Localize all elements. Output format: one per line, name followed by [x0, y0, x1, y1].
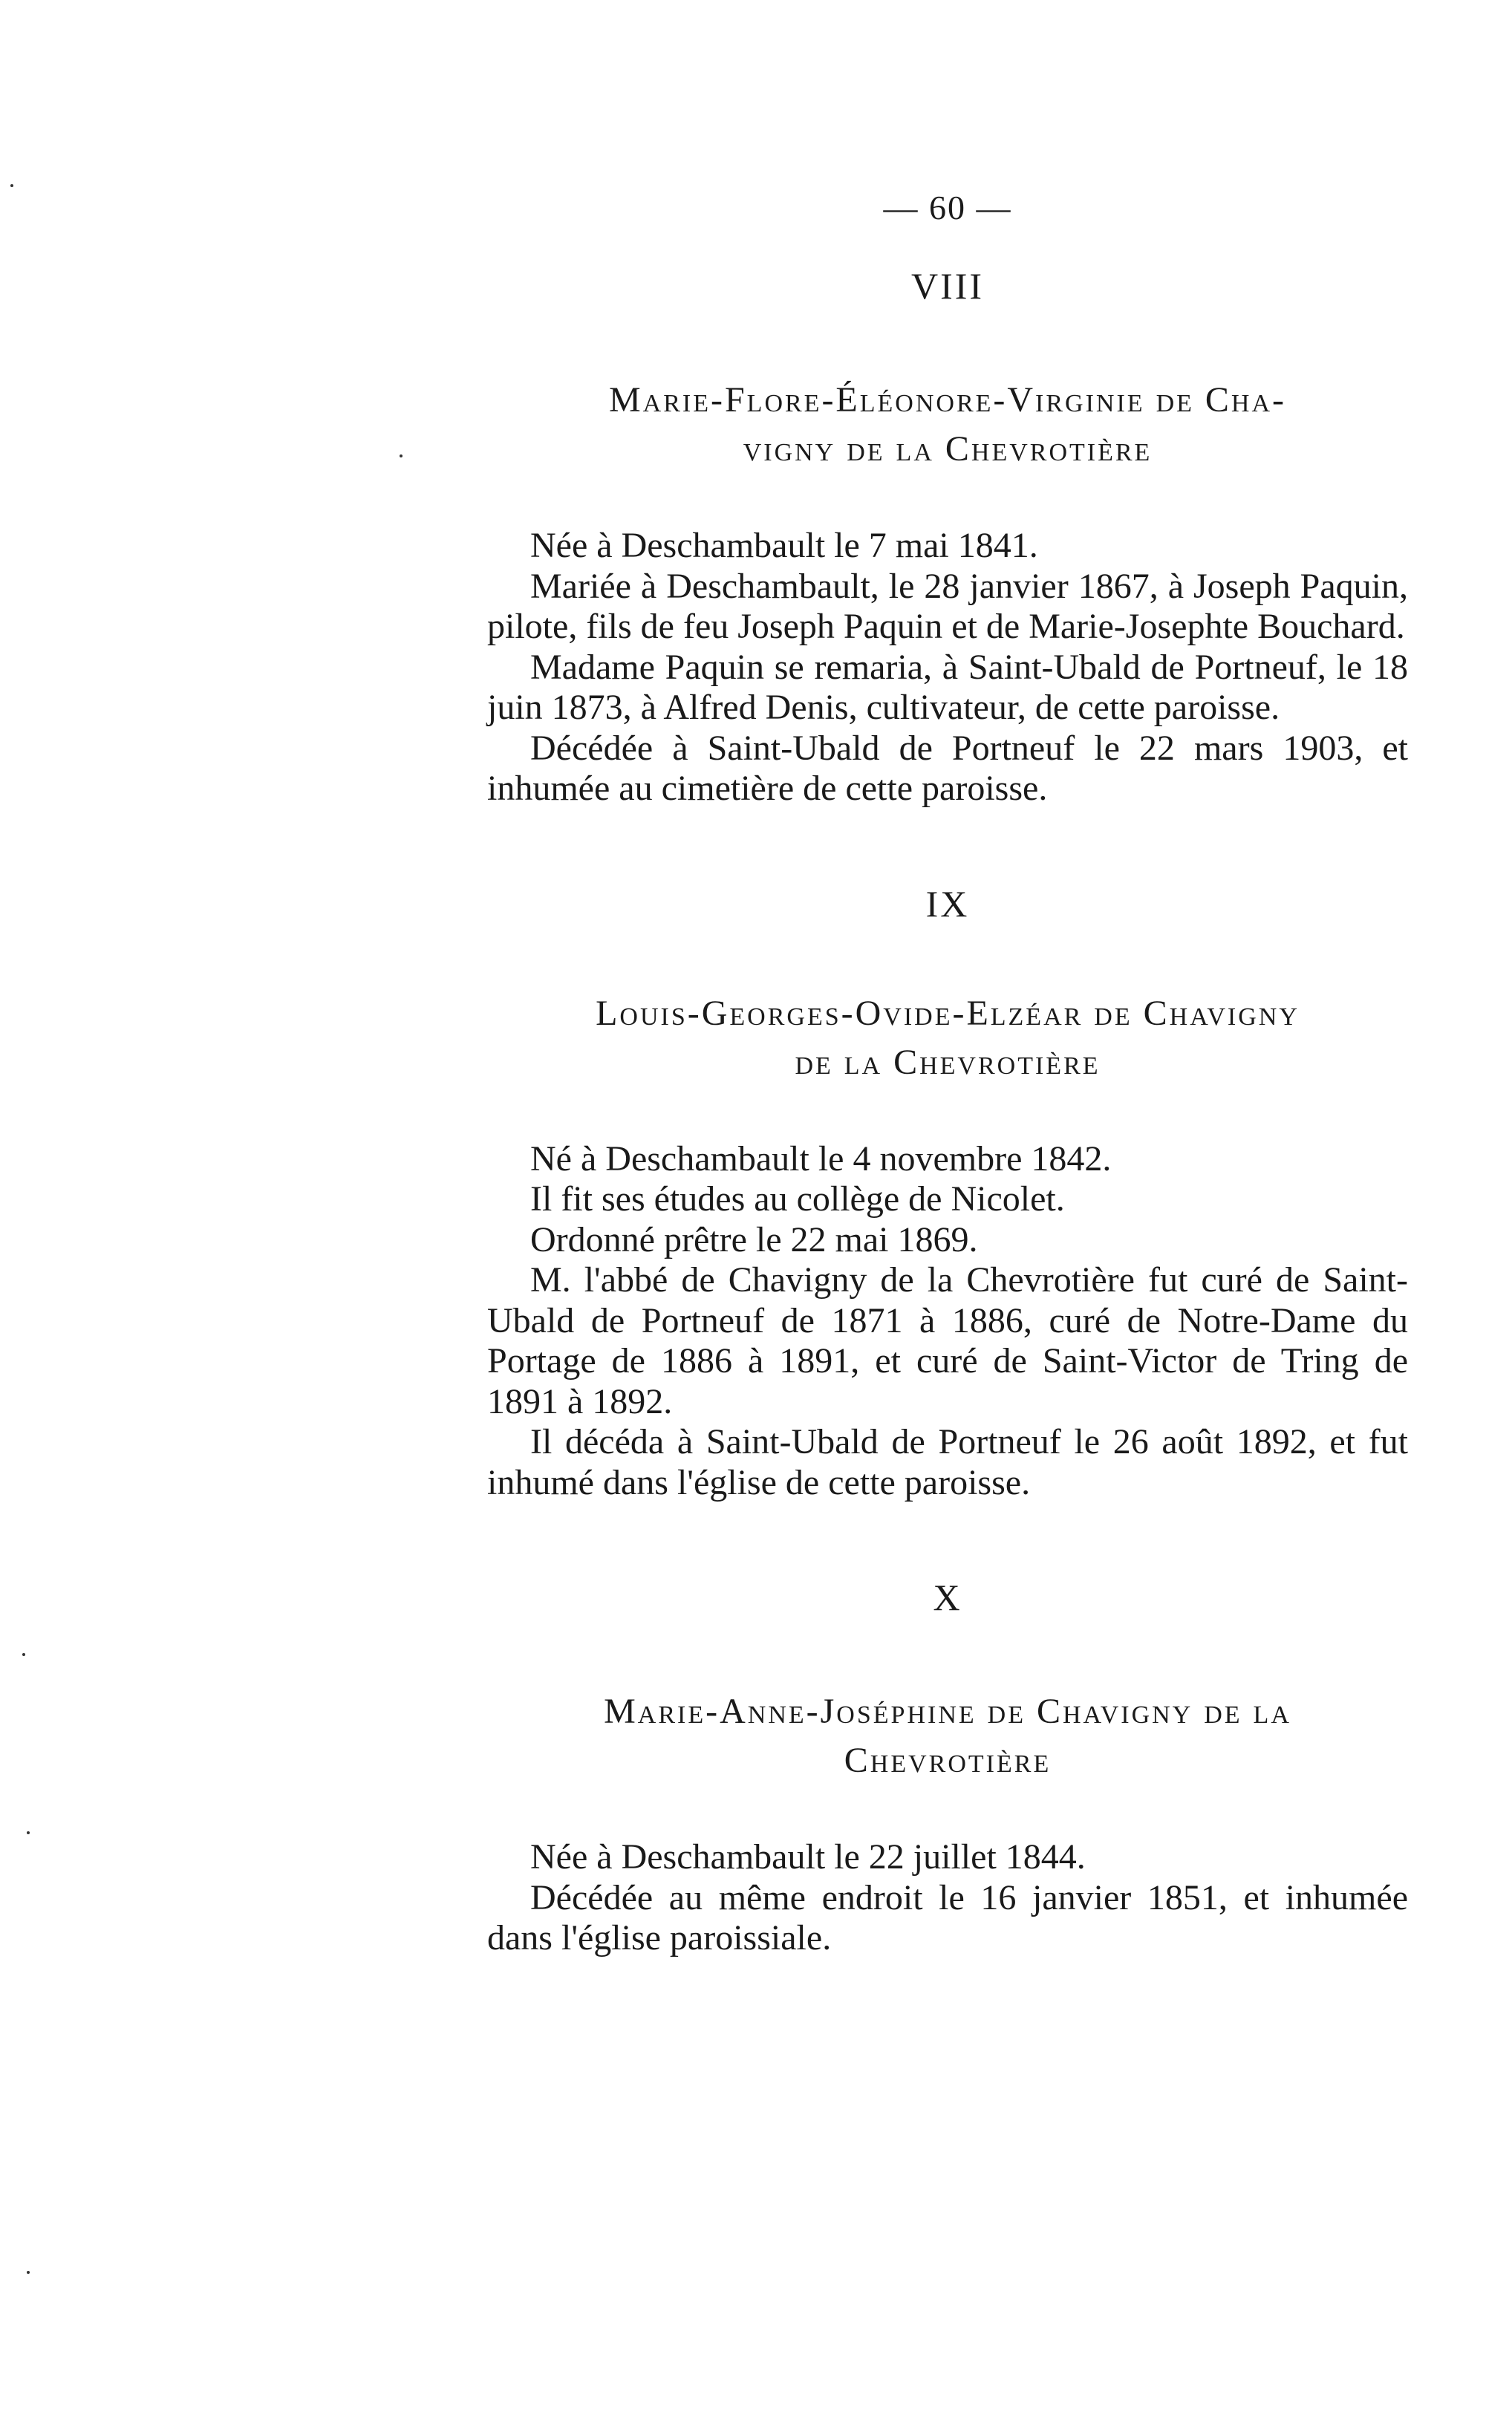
- entry-numeral: VIII: [910, 265, 985, 307]
- scan-speck: [27, 2271, 30, 2274]
- page-number: — 60 —: [883, 189, 1012, 226]
- entry-paragraph: Décédée au même endroit le 16 janvier 1851, et inhumée dans l'église paroissiale.: [487, 1877, 1408, 1958]
- entry-paragraph: Il décéda à Saint-Ubald de Portneuf le 26 août 1892, et fut inhumé dans l'église de cette paroisse.: [487, 1422, 1408, 1502]
- heading-line: de la Chevrotière: [795, 1042, 1101, 1082]
- entry-paragraph: Née à Deschambault le 7 mai 1841.: [530, 526, 1038, 565]
- scan-speck: [22, 1653, 25, 1656]
- scan-speck: [27, 1831, 30, 1834]
- entry-numeral: IX: [925, 882, 970, 925]
- entry-heading: [487, 989, 1408, 1087]
- heading-line: Marie-Flore-Éléonore-Virginie de Cha-: [609, 380, 1286, 420]
- entry-x: [487, 1574, 1408, 1959]
- entry-paragraph: Né à Deschambault le 4 novembre 1842.: [530, 1138, 1112, 1179]
- heading-line: vigny de la Chevrotière: [743, 429, 1153, 469]
- book-page: [487, 186, 1408, 1959]
- scan-speck: [10, 184, 13, 187]
- entry-heading: [487, 1687, 1408, 1785]
- entry-paragraph: Madame Paquin se remaria, à Saint-Ubald de Portneuf, le 18 juin 1873, à Alfred Denis, cultivateur, de cette paroisse.: [487, 647, 1408, 727]
- entry-paragraph: Décédée à Saint-Ubald de Portneuf le 22 mars 1903, et inhumée au cimetière de cette paroisse.: [487, 728, 1408, 808]
- entry-viii: [487, 263, 1408, 809]
- entry-paragraph: Née à Deschambault le 22 juillet 1844.: [530, 1837, 1086, 1877]
- heading-line: Louis-Georges-Ovide-Elzéar de Chavigny: [596, 993, 1300, 1033]
- scan-speck: [400, 454, 403, 457]
- entry-paragraph: Ordonné prêtre le 22 mai 1869.: [530, 1219, 978, 1259]
- heading-line: Chevrotière: [844, 1741, 1052, 1780]
- entry-paragraph: Mariée à Deschambault, le 28 janvier 1867, à Joseph Paquin, pilote, fils de feu Joseph Paquin et de Marie-Josephte Bouchard.: [487, 566, 1408, 646]
- entry-numeral: X: [933, 1577, 962, 1618]
- entry-paragraph: Il fit ses études au collège de Nicolet.: [530, 1179, 1065, 1219]
- entry-paragraph: M. l'abbé de Chavigny de la Chevrotière fut curé de Saint-Ubald de Portneuf de 1871 à 1886, curé de Notre-Dame du Portage de 1886 à 1891, et curé de Saint-Victor de Tring de 1891 à 1892.: [487, 1260, 1408, 1421]
- entry-heading: [487, 376, 1408, 474]
- entry-ix: [487, 881, 1408, 1504]
- heading-line: Marie-Anne-Joséphine de Chavigny de la: [604, 1692, 1291, 1731]
